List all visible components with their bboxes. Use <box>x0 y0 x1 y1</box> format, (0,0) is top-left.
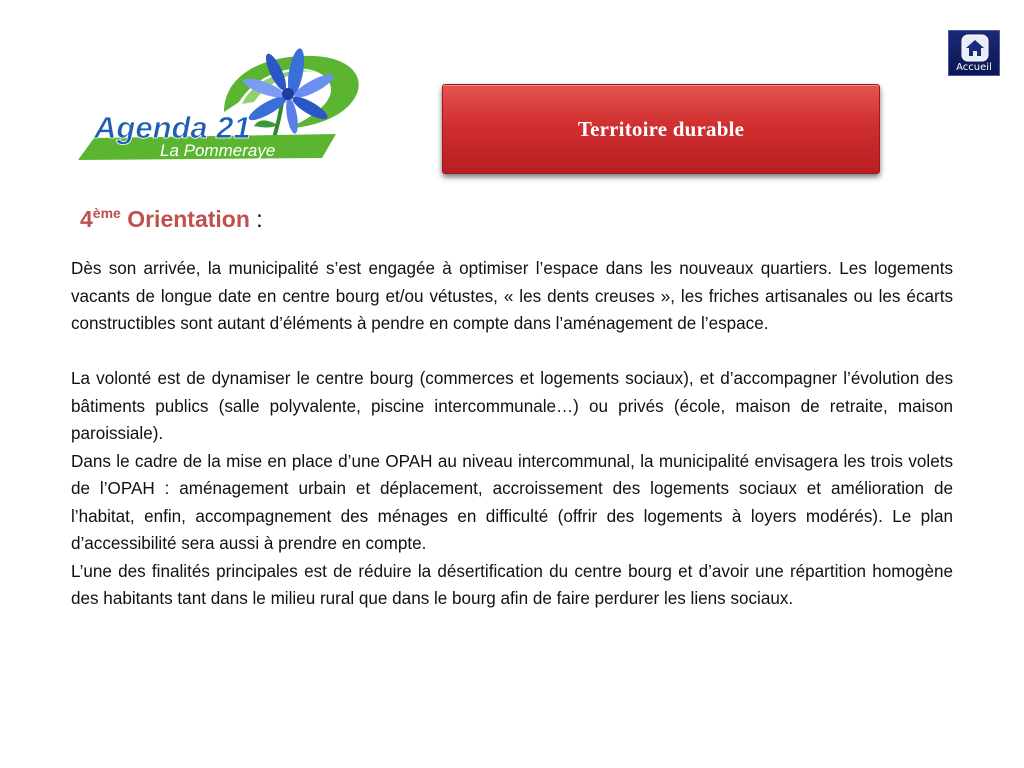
heading-ordinal-suffix: ème <box>92 205 121 221</box>
logo-title: Agenda 21 <box>94 110 251 145</box>
heading-colon: : <box>256 206 263 232</box>
section-title-box <box>442 84 880 174</box>
logo-subtitle: La Pommeraye <box>160 141 276 160</box>
paragraph-1: Dès son arrivée, la municipalité s’est engagée à optimiser l’espace dans les nouveaux quartiers. Les logements vacants de longue date en centre bourg et/ou vétustes, « les dents creuses », les friches artisanales ou les écarts constructibles sont autant d’éléments à pendre en compte dans l’aménagement de l’espace. <box>71 259 953 333</box>
agenda21-logo <box>74 42 366 166</box>
heading-word: Orientation <box>127 206 250 232</box>
paragraph-3: Dans le cadre de la mise en place d’une OPAH au niveau intercommunal, la municipalité envisagera les trois volets de l’OPAH : aménagement urbain et déplacement, accroissement des logements sociaux et amélioration de l’habitat, enfin, accompagnement des ménages en difficulté (offrir des logements à loyers modérés). Le plan d’accessibilité sera aussi à prendre en compte. <box>71 451 953 553</box>
paragraph-2: La volonté est de dynamiser le centre bourg (commerces et logements sociaux), et d’accompagner l’évolution des bâtiments publics (salle polyvalente, piscine intercommunale…) ou privés (école, maison de retraite, maison paroissiale). <box>71 369 953 443</box>
paragraph-4: L’une des finalités principales est de réduire la désertification du centre bourg et d’avoir une répartition homogène des habitants tant dans le milieu rural que dans le bourg afin de faire perdurer les liens sociaux. <box>71 561 953 608</box>
section-title: Territoire durable <box>577 116 745 141</box>
home-icon <box>961 34 989 62</box>
home-button[interactable] <box>948 30 1000 76</box>
body-text <box>71 255 953 613</box>
orientation-heading <box>80 206 263 233</box>
heading-number: 4 <box>80 206 93 232</box>
home-label: Accueil <box>956 62 992 73</box>
